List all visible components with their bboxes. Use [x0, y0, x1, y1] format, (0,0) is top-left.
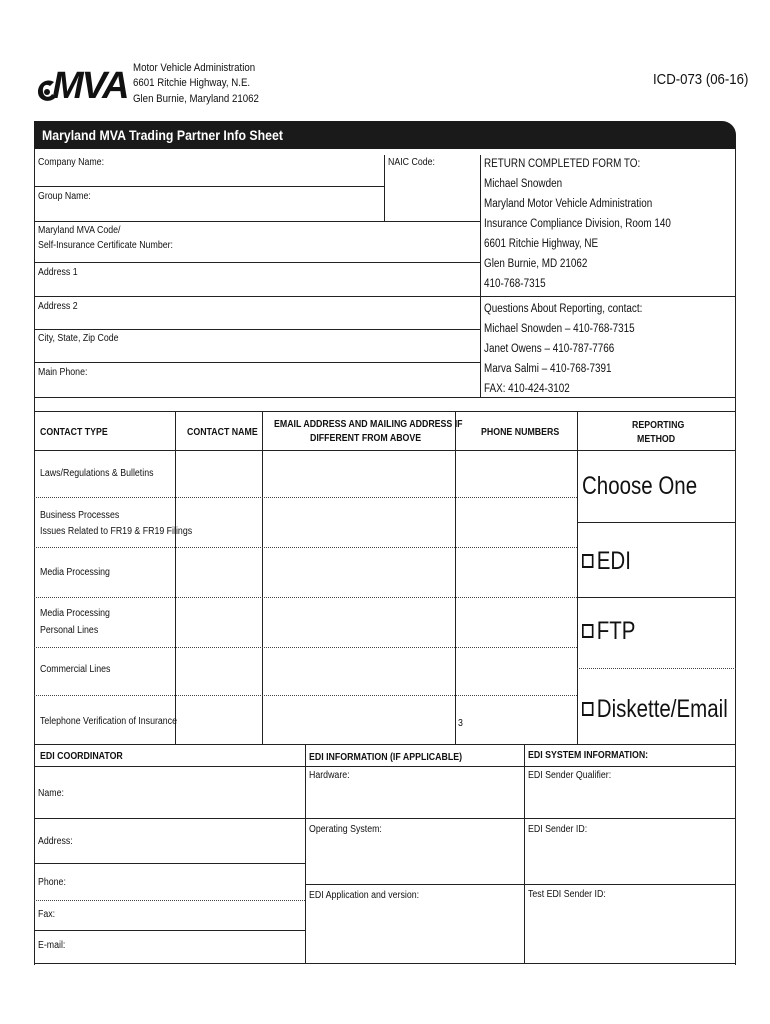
questions-line: Questions About Reporting, contact:	[484, 303, 643, 315]
row-business-processes-2: Issues Related to FR19 & FR19 Filings	[40, 526, 193, 537]
row-telephone-verification: Telephone Verification of Insurance	[40, 716, 177, 727]
logo-text: MVA	[52, 65, 128, 107]
row-media-personal-1: Media Processing	[40, 608, 110, 619]
return-line: 6601 Ritchie Highway, NE	[484, 238, 599, 250]
title-bar	[34, 121, 736, 149]
media-name-field[interactable]	[176, 548, 262, 597]
edi-app-field[interactable]	[306, 885, 524, 963]
bp-name-field[interactable]	[176, 498, 262, 547]
header-reporting-2: METHOD	[637, 434, 676, 445]
commercial-name-field[interactable]	[176, 648, 262, 695]
row-media-processing: Media Processing	[40, 567, 110, 578]
questions-line: Michael Snowden – 410-768-7315	[484, 323, 635, 335]
return-line: Michael Snowden	[484, 178, 563, 190]
ftp-option[interactable]	[582, 617, 635, 645]
mva-code-label-2: Self-Insurance Certificate Number:	[38, 240, 173, 251]
row-media-personal-2: Personal Lines	[40, 625, 99, 636]
address2-label: Address 2	[38, 301, 78, 312]
laws-name-field[interactable]	[176, 451, 262, 497]
bp-email-field[interactable]	[263, 498, 455, 547]
sender-qualifier-label: EDI Sender Qualifier:	[528, 770, 612, 781]
address1-label: Address 1	[38, 267, 78, 278]
sender-qualifier-field[interactable]	[525, 767, 735, 818]
agency-name: Motor Vehicle Administration	[133, 62, 256, 74]
os-field[interactable]	[306, 819, 524, 884]
mva-logo	[34, 65, 134, 107]
questions-line: Janet Owens – 410-787-7766	[484, 343, 615, 355]
phone-note: 3	[458, 718, 463, 729]
header-contact-name: CONTACT NAME	[187, 427, 258, 438]
form-code: ICD-073 (06-16)	[653, 71, 749, 88]
edi-checkbox[interactable]	[582, 554, 593, 568]
coordinator-phone-label: Phone:	[38, 877, 66, 888]
ftp-option-label: FTP	[596, 617, 636, 645]
header-contact-type: CONTACT TYPE	[40, 427, 108, 438]
media-pl-email-field[interactable]	[263, 598, 455, 647]
address2-field[interactable]	[35, 297, 480, 329]
header-reporting-1: REPORTING	[632, 420, 685, 431]
row-business-processes-1: Business Processes	[40, 510, 120, 521]
company-name-label: Company Name:	[38, 157, 105, 168]
telephone-email-field[interactable]	[263, 696, 455, 744]
laws-email-field[interactable]	[263, 451, 455, 497]
edi-system-header: EDI SYSTEM INFORMATION:	[528, 750, 649, 761]
agency-address-line2: Glen Burnie, Maryland 21062	[133, 93, 259, 105]
mva-code-label-1: Maryland MVA Code/	[38, 225, 121, 236]
naic-code-field[interactable]	[385, 155, 480, 221]
commercial-email-field[interactable]	[263, 648, 455, 695]
header-phone: PHONE NUMBERS	[481, 427, 560, 438]
media-phone-field[interactable]	[456, 548, 577, 597]
agency-address-line1: 6601 Ritchie Highway, N.E.	[133, 77, 251, 89]
address1-field[interactable]	[35, 263, 480, 296]
questions-line: Marva Salmi – 410-768-7391	[484, 363, 612, 375]
diskette-email-option[interactable]	[582, 695, 728, 723]
coordinator-address-field[interactable]	[35, 819, 305, 863]
naic-code-label: NAIC Code:	[388, 157, 435, 168]
edi-option[interactable]	[582, 547, 631, 575]
coordinator-name-label: Name:	[38, 788, 64, 799]
company-name-field[interactable]	[35, 155, 384, 186]
sender-id-label: EDI Sender ID:	[528, 824, 588, 835]
return-line: 410-768-7315	[484, 278, 546, 290]
media-pl-phone-field[interactable]	[456, 598, 577, 647]
coordinator-email-label: E-mail:	[38, 940, 66, 951]
return-line: Maryland Motor Vehicle Administration	[484, 198, 653, 210]
sender-id-field[interactable]	[525, 819, 735, 884]
return-line: Glen Burnie, MD 21062	[484, 258, 588, 270]
hardware-field[interactable]	[306, 767, 524, 818]
edi-coordinator-header: EDI COORDINATOR	[40, 751, 123, 762]
city-state-zip-field[interactable]	[35, 330, 480, 362]
edi-information-header: EDI INFORMATION (IF APPLICABLE)	[309, 752, 463, 763]
coordinator-name-field[interactable]	[35, 767, 305, 818]
city-state-zip-label: City, State, Zip Code	[38, 333, 119, 344]
hardware-label: Hardware:	[309, 770, 350, 781]
main-phone-label: Main Phone:	[38, 367, 88, 378]
edi-app-label: EDI Application and version:	[309, 890, 420, 901]
page-title: Maryland MVA Trading Partner Info Sheet	[42, 127, 283, 143]
coordinator-phone-field[interactable]	[35, 864, 305, 900]
commercial-phone-field[interactable]	[456, 648, 577, 695]
os-label: Operating System:	[309, 824, 382, 835]
header-email-2: DIFFERENT FROM ABOVE	[310, 433, 422, 444]
test-sender-id-label: Test EDI Sender ID:	[528, 889, 606, 900]
telephone-phone-field[interactable]	[456, 696, 577, 744]
media-pl-name-field[interactable]	[176, 598, 262, 647]
header-email-1: EMAIL ADDRESS AND MAILING ADDRESS IF	[274, 419, 463, 430]
edi-option-label: EDI	[596, 547, 631, 575]
return-line: Insurance Compliance Division, Room 140	[484, 218, 671, 230]
diskette-email-checkbox[interactable]	[582, 702, 593, 716]
bp-phone-field[interactable]	[456, 498, 577, 547]
main-phone-field[interactable]	[35, 363, 480, 397]
laws-phone-field[interactable]	[456, 451, 577, 497]
row-laws: Laws/Regulations & Bulletins	[40, 468, 154, 479]
choose-one-label: Choose One	[582, 472, 698, 500]
coordinator-fax-label: Fax:	[38, 909, 56, 920]
media-email-field[interactable]	[263, 548, 455, 597]
coordinator-address-label: Address:	[38, 836, 73, 847]
coordinator-email-field[interactable]	[35, 931, 305, 963]
group-name-label: Group Name:	[38, 191, 91, 202]
diskette-email-option-label: Diskette/Email	[596, 695, 728, 723]
telephone-name-field[interactable]	[176, 696, 262, 744]
group-name-field[interactable]	[35, 187, 384, 221]
ftp-checkbox[interactable]	[582, 624, 593, 638]
return-line: RETURN COMPLETED FORM TO:	[484, 158, 641, 170]
mva-code-field[interactable]	[35, 222, 480, 262]
row-commercial-lines: Commercial Lines	[40, 664, 111, 675]
coordinator-fax-field[interactable]	[35, 901, 305, 930]
questions-line: FAX: 410-424-3102	[484, 383, 570, 395]
test-sender-id-field[interactable]	[525, 885, 735, 963]
